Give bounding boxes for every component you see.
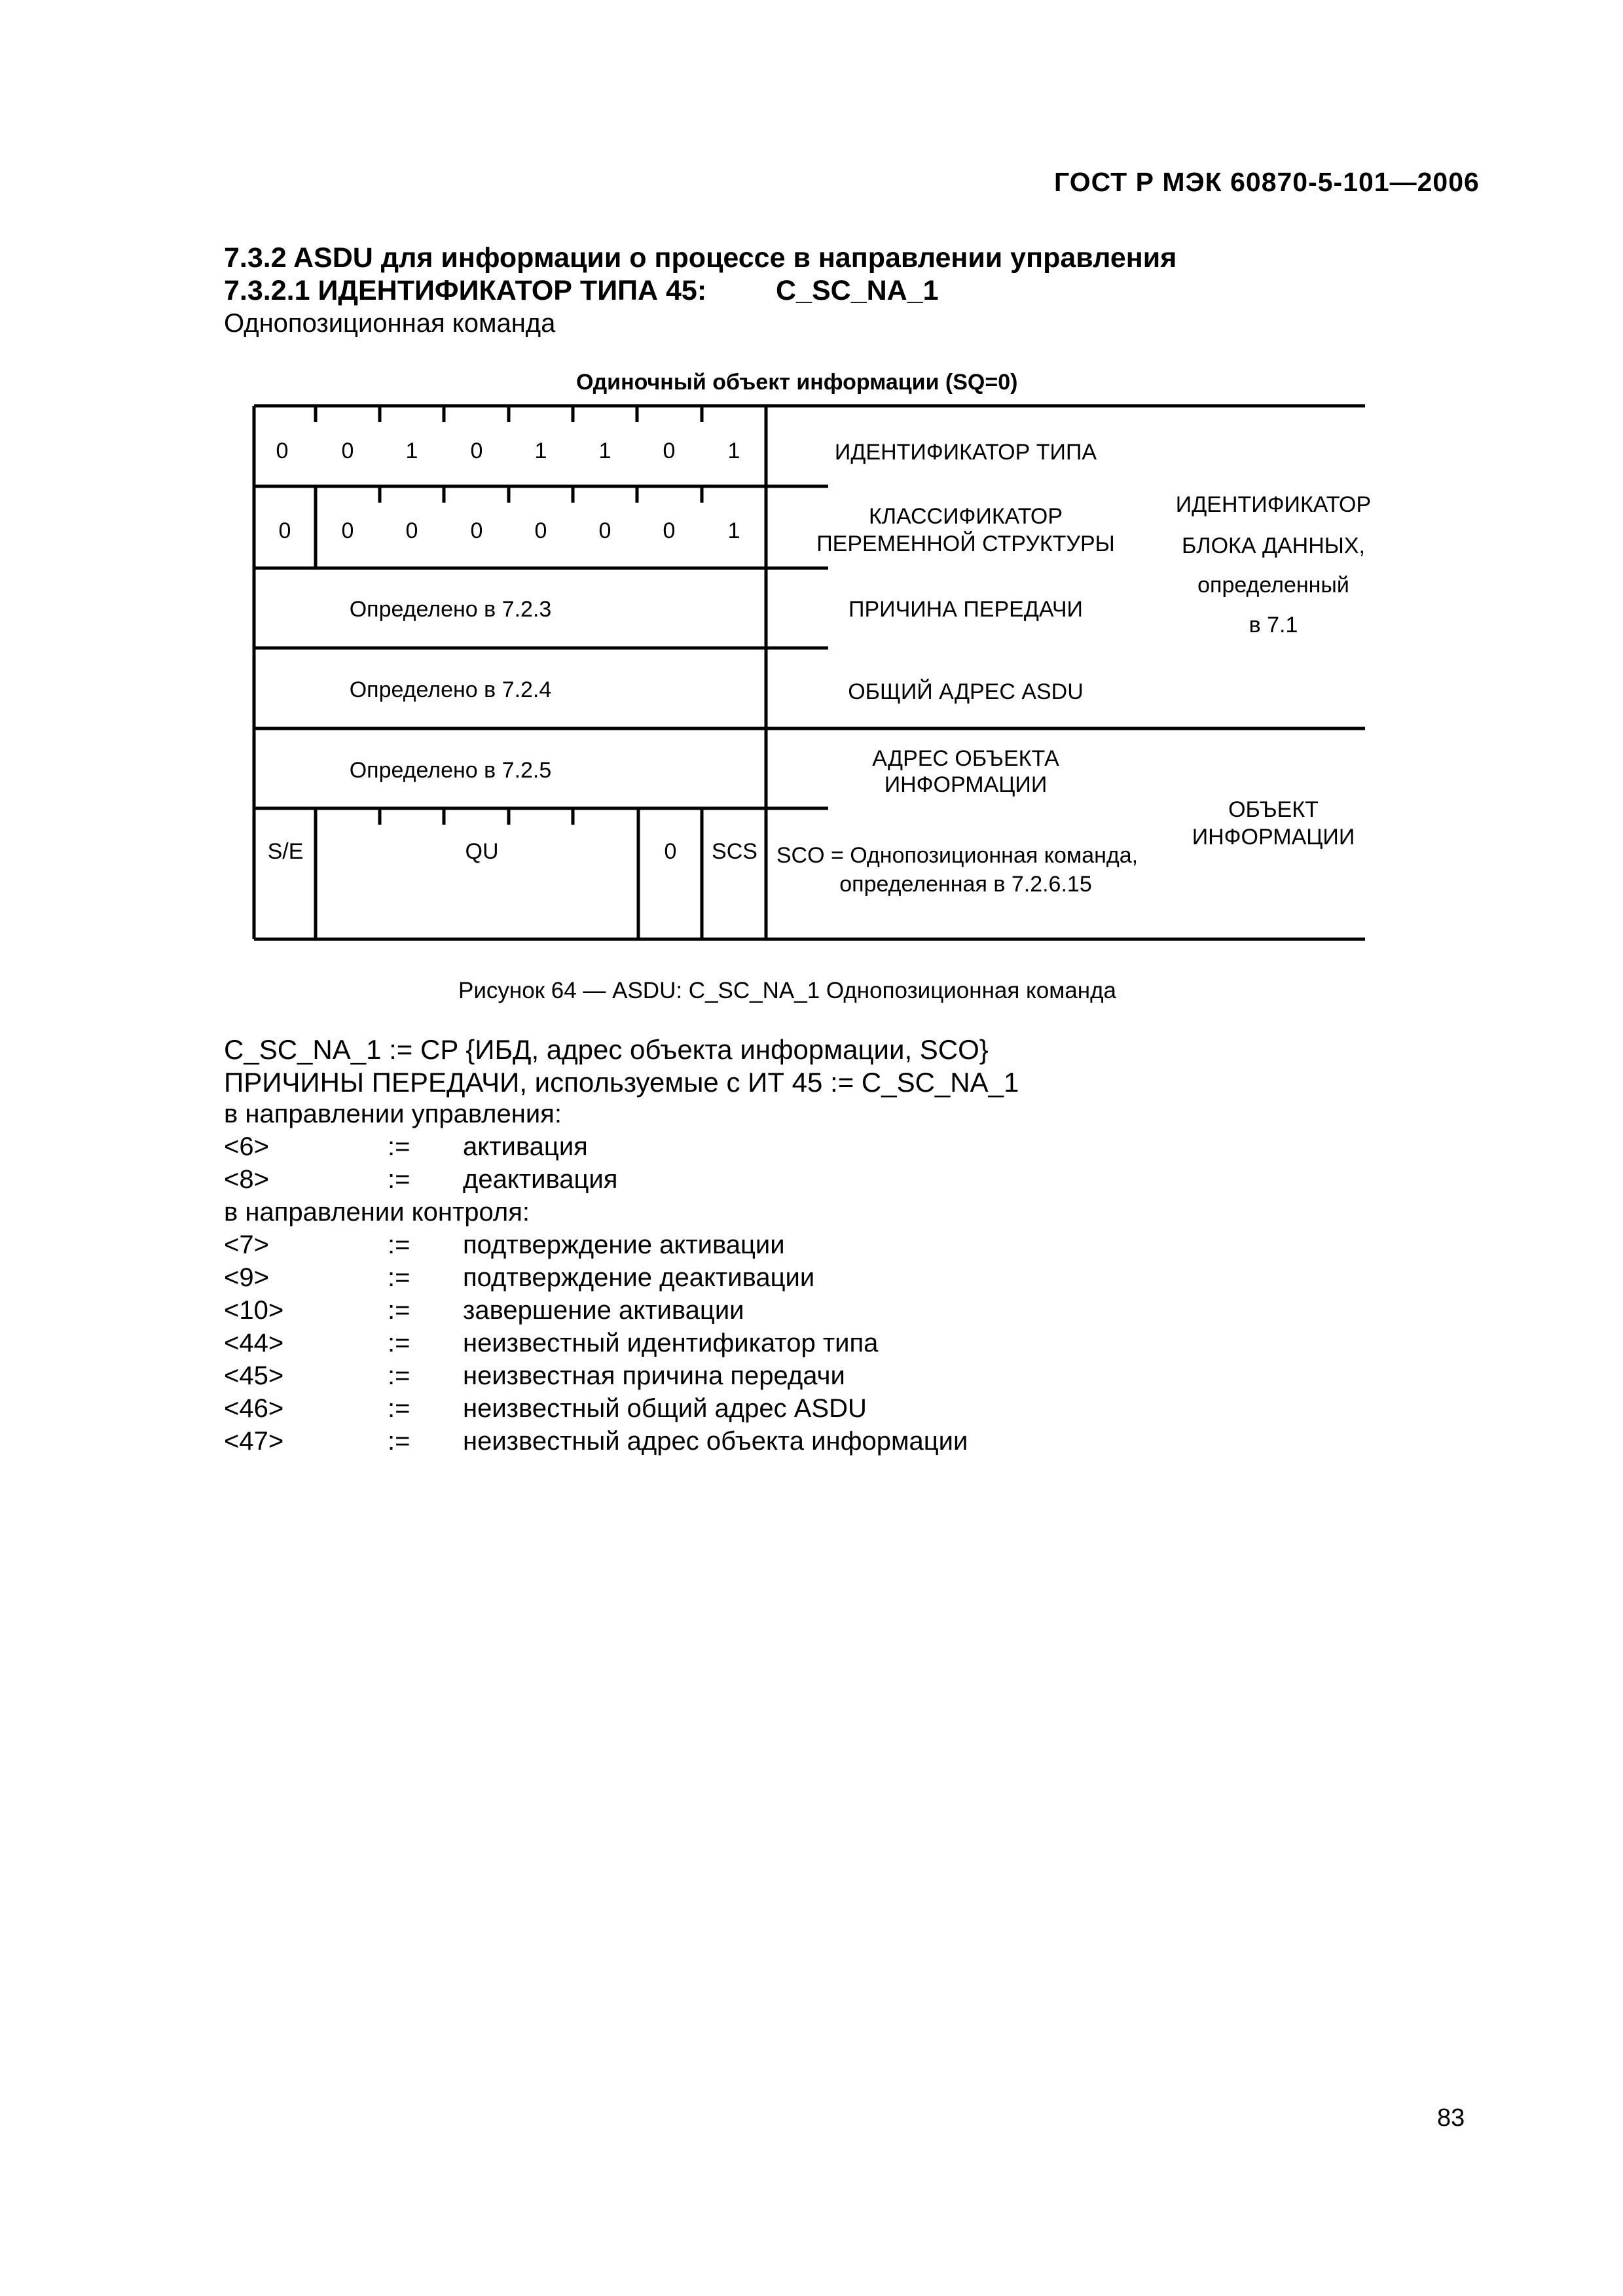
vsq-label-line1: КЛАССИФИКАТОР [868, 504, 1063, 529]
vsq-bit-8: 0 [278, 518, 291, 543]
cause-code: <9> [224, 1263, 269, 1292]
cot-label: ПРИЧИНА ПЕРЕДАЧИ [848, 597, 1083, 622]
vsq-bit-5: 0 [470, 518, 483, 543]
cause-text: неизвестная причина передачи [463, 1361, 845, 1390]
dui-label-line1: ИДЕНТИФИКАТОР [1175, 492, 1372, 517]
page-number: 83 [1437, 2104, 1465, 2132]
type-id-bit-2: 0 [663, 439, 676, 463]
control-direction-heading: в направлении управления: [224, 1100, 562, 1128]
cause-text: активация [463, 1132, 588, 1161]
common-address-label: ОБЩИЙ АДРЕС ASDU [848, 679, 1084, 704]
document-standard-header: ГОСТ Р МЭК 60870-5-101—2006 [1054, 167, 1480, 197]
cause-code: <7> [224, 1230, 269, 1259]
cause-op: := [388, 1296, 410, 1325]
ioa-label-line1: АДРЕС ОБЪЕКТА [872, 746, 1059, 771]
cause-op: := [388, 1329, 410, 1357]
vsq-bit-2: 0 [663, 518, 676, 543]
type-code: C_SC_NA_1 [776, 275, 939, 306]
io-label-line1: ОБЪЕКТ [1228, 797, 1319, 822]
vsq-bit-4: 0 [534, 518, 547, 543]
se-field: S/E [267, 839, 304, 864]
cot-usage-line: ПРИЧИНЫ ПЕРЕДАЧИ, используемые с ИТ 45 := C_SC_NA_1 [224, 1067, 1019, 1098]
ioa-label-line2: ИНФОРМАЦИИ [884, 772, 1048, 797]
scs-field: SCS [712, 839, 757, 864]
cause-text: завершение активации [463, 1296, 744, 1325]
vsq-bit-3: 0 [598, 518, 611, 543]
section-title: 7.3.2 ASDU для информации о процессе в направлении управления [224, 242, 1177, 274]
cause-code: <44> [224, 1329, 284, 1357]
sco-label-line2: определенная в 7.2.6.15 [839, 872, 1092, 897]
cause-text: неизвестный адрес объекта информации [463, 1427, 968, 1456]
common-address-definition: Определено в 7.2.4 [349, 677, 552, 702]
cause-code: <6> [224, 1132, 269, 1161]
type-id-bit-4: 1 [534, 439, 547, 463]
cause-op: := [388, 1263, 410, 1292]
ioa-definition: Определено в 7.2.5 [349, 758, 552, 783]
type-id-bit-7: 0 [341, 439, 354, 463]
vsq-bit-7: 0 [341, 518, 354, 543]
cause-op: := [388, 1427, 410, 1456]
subsection-description: Однопозиционная команда [224, 309, 556, 338]
qu-field: QU [465, 839, 499, 864]
cause-op: := [388, 1132, 410, 1161]
definition-line: C_SC_NA_1 := CP {ИБД, адрес объекта информации, SCO} [224, 1034, 989, 1065]
type-id-bit-8: 0 [276, 439, 289, 463]
vsq-bit-6: 0 [405, 518, 418, 543]
cause-text: подтверждение активации [463, 1230, 785, 1259]
type-id-bit-6: 1 [405, 439, 418, 463]
cause-op: := [388, 1394, 410, 1423]
zero-field: 0 [664, 839, 677, 864]
dui-label-line3: определенный [1197, 573, 1349, 598]
asdu-structure-diagram [0, 0, 1623, 969]
cause-text: неизвестный общий адрес ASDU [463, 1394, 867, 1423]
cause-op: := [388, 1230, 410, 1259]
cause-code: <47> [224, 1427, 284, 1456]
cause-text: неизвестный идентификатор типа [463, 1329, 879, 1357]
vsq-label-line2: ПЕРЕМЕННОЙ СТРУКТУРЫ [816, 531, 1115, 556]
type-id-label: ИДЕНТИФИКАТОР ТИПА [834, 440, 1097, 465]
type-id-bit-1: 1 [727, 439, 740, 463]
cause-code: <46> [224, 1394, 284, 1423]
cause-code: <45> [224, 1361, 284, 1390]
vsq-bit-1: 1 [727, 518, 740, 543]
dui-label-line4: в 7.1 [1249, 613, 1298, 637]
cause-text: подтверждение деактивации [463, 1263, 815, 1292]
type-id-bit-3: 1 [598, 439, 611, 463]
cause-op: := [388, 1361, 410, 1390]
figure-caption: Рисунок 64 — ASDU: C_SC_NA_1 Однопозиционная команда [458, 978, 1116, 1003]
sco-label-line1: SCO = Однопозиционная команда, [776, 843, 1139, 868]
subsection-title: 7.3.2.1 ИДЕНТИФИКАТОР ТИПА 45: [224, 275, 707, 306]
cause-text: деактивация [463, 1165, 618, 1194]
io-label-line2: ИНФОРМАЦИИ [1192, 825, 1355, 850]
cot-definition: Определено в 7.2.3 [349, 597, 552, 622]
monitor-direction-heading: в направлении контроля: [224, 1198, 530, 1227]
dui-label-line2: БЛОКА ДАННЫХ, [1181, 533, 1366, 558]
type-id-bit-5: 0 [470, 439, 483, 463]
figure-top-label: Одиночный объект информации (SQ=0) [576, 370, 1018, 395]
cause-code: <8> [224, 1165, 269, 1194]
cause-op: := [388, 1165, 410, 1194]
cause-code: <10> [224, 1296, 284, 1325]
